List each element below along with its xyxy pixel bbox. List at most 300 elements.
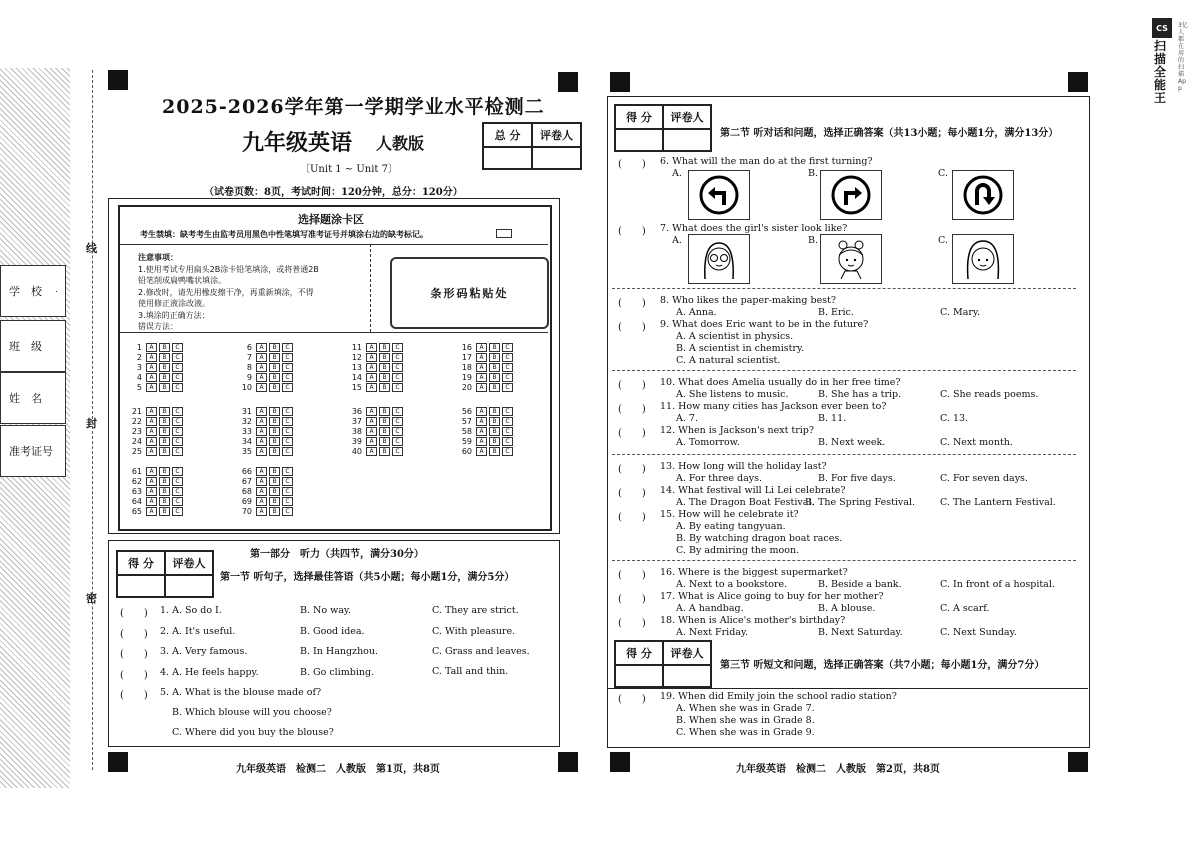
question-number: 11 [351, 342, 362, 352]
bubble-row [128, 496, 185, 506]
q11-option-a: A. 7. [676, 413, 698, 424]
bubble-block [348, 406, 405, 456]
answer-bubble[interactable]: C [282, 417, 293, 426]
q11-option-c: C. 13. [940, 413, 969, 424]
q8-option-b: B. Eric. [818, 307, 854, 318]
bubble-row [458, 362, 515, 372]
question-number: 20 [461, 382, 472, 392]
answer-bubble[interactable]: C [282, 343, 293, 352]
question-number: 36 [351, 406, 362, 416]
girl-long-hair-icon [952, 234, 1014, 284]
q1-option-c: C. They are strict. [432, 605, 519, 616]
q14-option-a: A. The Dragon Boat Festival. [676, 497, 815, 508]
answer-bubble[interactable]: C [502, 427, 513, 436]
bubble-row [458, 426, 515, 436]
cut-line [92, 70, 93, 770]
answer-bubble[interactable]: C [172, 363, 183, 372]
seal-line-mark: 封 [86, 417, 97, 430]
exam-info: （试卷页数：8页，考试时间：120分钟，总分：120分） [204, 187, 463, 198]
section1-title: 第一节 听句子，选择最佳答语（共5小题；每小题1分，满分5分） [220, 572, 515, 583]
answer-bubble[interactable]: C [392, 383, 403, 392]
bubble-row [348, 446, 405, 456]
answer-bubble[interactable]: B [269, 373, 280, 382]
answer-bubble[interactable]: C [172, 467, 183, 476]
answer-bubble[interactable]: B [379, 427, 390, 436]
registration-mark [1068, 72, 1088, 92]
answer-bubble[interactable]: C [282, 467, 293, 476]
answer-bubble[interactable]: C [172, 353, 183, 362]
answer-bubble[interactable]: B [489, 447, 500, 456]
answer-bubble[interactable]: A [146, 467, 157, 476]
q8-option-a: A. Anna. [676, 307, 717, 318]
answer-bubble[interactable]: C [392, 447, 403, 456]
answer-bubble[interactable]: C [392, 417, 403, 426]
answer-bubble[interactable]: C [502, 343, 513, 352]
bubble-row [458, 372, 515, 382]
bubble-row [128, 382, 185, 392]
answer-bubble[interactable]: B [269, 487, 280, 496]
answer-bubble[interactable]: B [489, 437, 500, 446]
answer-bubble[interactable]: A [146, 477, 157, 486]
answer-bubble[interactable]: B [159, 487, 170, 496]
answer-bubble[interactable]: A [256, 407, 267, 416]
answer-bubble[interactable]: B [269, 383, 280, 392]
answer-bubble[interactable]: A [146, 487, 157, 496]
turn-right-icon [820, 170, 882, 220]
answer-bubble[interactable]: C [502, 373, 513, 382]
answer-paren[interactable]: ( ) [618, 618, 646, 629]
absent-warning: 考生禁填：缺考考生由监考员用黑色中性笔填写准考证号并填涂右边的缺考标记。 [140, 229, 428, 239]
bubble-grid [128, 342, 538, 527]
answer-bubble[interactable]: C [172, 437, 183, 446]
q15-text: 15. How will he celebrate it? [660, 509, 799, 520]
bubble-block [348, 342, 405, 392]
registration-mark [558, 752, 578, 772]
answer-bubble[interactable]: C [172, 427, 183, 436]
answer-bubble[interactable]: B [379, 447, 390, 456]
answer-bubble[interactable]: C [282, 487, 293, 496]
answer-bubble[interactable]: C [172, 487, 183, 496]
girl-bun-icon [820, 234, 882, 284]
subject-title: 九年级英语 [242, 130, 353, 156]
question-number: 64 [131, 496, 142, 506]
part1-score-box: 得 分 评卷人 [116, 550, 214, 598]
answer-bubble[interactable]: A [256, 417, 267, 426]
answer-bubble[interactable]: B [489, 427, 500, 436]
answer-bubble[interactable]: A [256, 507, 267, 516]
answer-bubble[interactable]: C [392, 437, 403, 446]
bubble-row [128, 362, 185, 372]
ticket-field: 准考证号 [0, 425, 66, 477]
answer-bubble[interactable]: B [379, 343, 390, 352]
question-number: 4 [136, 372, 142, 382]
answer-bubble[interactable]: B [159, 363, 170, 372]
q7-label-b: B. [808, 235, 819, 246]
answer-paren[interactable]: ( ) [618, 159, 646, 170]
answer-bubble[interactable]: A [476, 383, 487, 392]
page1-footer: 九年级英语 检测二 人教版 第1页，共8页 [236, 764, 440, 775]
answer-bubble[interactable]: A [256, 467, 267, 476]
question-number: 16 [461, 342, 472, 352]
answer-bubble[interactable]: A [476, 407, 487, 416]
answer-bubble[interactable]: A [476, 437, 487, 446]
answer-bubble[interactable]: C [502, 407, 513, 416]
q9-option-b: B. A scientist in chemistry. [676, 343, 805, 354]
answer-paren[interactable]: ( ) [618, 570, 646, 581]
answer-bubble[interactable]: B [159, 383, 170, 392]
q19-text: 19. When did Emily join the school radio station? [660, 691, 897, 702]
answer-paren[interactable]: ( ) [618, 298, 646, 309]
answer-bubble[interactable]: A [366, 417, 377, 426]
answer-bubble[interactable]: B [489, 417, 500, 426]
q17-option-c: C. A scarf. [940, 603, 990, 614]
answer-bubble[interactable]: B [379, 373, 390, 382]
answer-bubble[interactable]: C [282, 353, 293, 362]
question-number: 15 [351, 382, 362, 392]
answer-bubble[interactable]: B [269, 407, 280, 416]
q11-option-b: B. 11. [818, 413, 847, 424]
answer-bubble[interactable]: C [282, 477, 293, 486]
answer-bubble[interactable]: C [282, 497, 293, 506]
bubble-row [238, 382, 295, 392]
u-turn-icon [952, 170, 1014, 220]
q19-option-a: A. When she was in Grade 7. [676, 703, 815, 714]
answer-bubble[interactable]: C [282, 507, 293, 516]
answer-bubble[interactable]: A [146, 353, 157, 362]
q18-option-c: C. Next Sunday. [940, 627, 1017, 638]
answer-bubble[interactable]: A [146, 407, 157, 416]
answer-bubble[interactable]: B [379, 417, 390, 426]
answer-bubble[interactable]: B [379, 353, 390, 362]
question-number: 7 [246, 352, 252, 362]
answer-bubble[interactable]: B [379, 437, 390, 446]
answer-bubble[interactable]: B [269, 477, 280, 486]
q10-text: 10. What does Amelia usually do in her free time? [660, 377, 901, 388]
answer-bubble[interactable]: C [392, 363, 403, 372]
answer-bubble[interactable]: A [366, 373, 377, 382]
total-score-box: 总 分 评卷人 [482, 122, 582, 170]
question-number: 67 [241, 476, 252, 486]
answer-bubble[interactable]: C [172, 407, 183, 416]
answer-bubble[interactable]: C [392, 353, 403, 362]
q15-option-a: A. By eating tangyuan. [676, 521, 786, 532]
answer-bubble[interactable]: B [489, 363, 500, 372]
q18-option-a: A. Next Friday. [676, 627, 749, 638]
seal-line-mark: 线 [86, 242, 97, 255]
bubble-row [458, 352, 515, 362]
q4-option-a: 4. A. He feels happy. [160, 667, 259, 678]
answer-bubble[interactable]: C [282, 447, 293, 456]
q12-option-a: A. Tomorrow. [676, 437, 740, 448]
q3-option-b: B. In Hangzhou. [300, 646, 379, 657]
answer-bubble[interactable]: B [269, 507, 280, 516]
answer-bubble[interactable]: C [282, 373, 293, 382]
answer-bubble[interactable]: A [146, 373, 157, 382]
answer-bubble[interactable]: B [159, 353, 170, 362]
answer-paren[interactable]: ( ) [120, 629, 148, 640]
bubble-row [238, 496, 295, 506]
bubble-row [458, 342, 515, 352]
bubble-row [238, 372, 295, 382]
bubble-row [458, 436, 515, 446]
q6-label-b: B. [808, 168, 819, 179]
q12-text: 12. When is Jackson's next trip? [660, 425, 814, 436]
answer-bubble[interactable]: A [476, 353, 487, 362]
answer-bubble[interactable]: A [256, 353, 267, 362]
answer-bubble[interactable]: A [256, 383, 267, 392]
question-number: 25 [131, 446, 142, 456]
answer-bubble[interactable]: C [282, 407, 293, 416]
answer-paren[interactable]: ( ) [618, 694, 646, 705]
answer-bubble[interactable]: A [256, 477, 267, 486]
bubble-row [348, 372, 405, 382]
answer-bubble[interactable]: C [172, 477, 183, 486]
answer-paren[interactable]: ( ) [618, 512, 646, 523]
question-number: 62 [131, 476, 142, 486]
answer-bubble[interactable]: A [256, 447, 267, 456]
answer-bubble[interactable]: B [379, 363, 390, 372]
registration-mark [108, 70, 128, 90]
question-number: 34 [241, 436, 252, 446]
answer-bubble[interactable]: C [172, 383, 183, 392]
answer-bubble[interactable]: A [476, 373, 487, 382]
answer-bubble[interactable]: B [159, 477, 170, 486]
answer-bubble[interactable]: B [269, 437, 280, 446]
answer-bubble[interactable]: A [146, 343, 157, 352]
answer-bubble[interactable]: A [146, 363, 157, 372]
q7-label-c: C. [938, 235, 948, 246]
section3-title: 第三节 听短文和问题，选择正确答案（共7小题；每小题1分，满分7分） [720, 660, 1045, 671]
answer-bubble[interactable]: A [366, 427, 377, 436]
answer-bubble[interactable]: C [502, 383, 513, 392]
part1-title: 第一部分 听力（共四节，满分30分） [250, 549, 424, 560]
answer-bubble[interactable]: C [282, 437, 293, 446]
question-number: 12 [351, 352, 362, 362]
answer-bubble[interactable]: B [489, 407, 500, 416]
answer-bubble[interactable]: C [502, 447, 513, 456]
answer-bubble[interactable]: B [269, 363, 280, 372]
question-number: 24 [131, 436, 142, 446]
answer-bubble[interactable]: C [172, 447, 183, 456]
answer-bubble[interactable]: C [172, 343, 183, 352]
answer-bubble[interactable]: A [256, 427, 267, 436]
q2-option-c: C. With pleasure. [432, 626, 516, 637]
answer-bubble[interactable]: B [159, 343, 170, 352]
q18-option-b: B. Next Saturday. [818, 627, 903, 638]
answer-bubble[interactable]: A [366, 363, 377, 372]
answer-bubble[interactable]: C [392, 373, 403, 382]
answer-paren[interactable]: ( ) [120, 608, 148, 619]
q17-option-a: A. A handbag. [676, 603, 744, 614]
q12-option-c: C. Next month. [940, 437, 1013, 448]
answer-bubble[interactable]: A [366, 437, 377, 446]
answer-bubble[interactable]: A [366, 407, 377, 416]
answer-bubble[interactable]: A [366, 353, 377, 362]
turn-left-icon [688, 170, 750, 220]
answer-bubble[interactable]: B [489, 373, 500, 382]
answer-bubble[interactable]: A [256, 437, 267, 446]
answer-bubble[interactable]: A [476, 427, 487, 436]
answer-bubble[interactable]: B [159, 437, 170, 446]
question-number: 19 [461, 372, 472, 382]
bubble-row [238, 476, 295, 486]
answer-bubble[interactable]: C [172, 497, 183, 506]
answer-paren[interactable]: ( ) [618, 594, 646, 605]
answer-bubble[interactable]: B [269, 343, 280, 352]
answer-bubble[interactable]: C [502, 437, 513, 446]
brand-name: 扫描全能王 [1154, 39, 1167, 105]
q17-text: 17. What is Alice going to buy for her mother? [660, 591, 884, 602]
barcode-area: 条形码粘贴处 [390, 257, 549, 329]
answer-bubble[interactable]: A [476, 447, 487, 456]
q9-text: 9. What does Eric want to be in the future? [660, 319, 869, 330]
answer-bubble[interactable]: B [159, 407, 170, 416]
divider [612, 370, 1076, 371]
q8-option-c: C. Mary. [940, 307, 981, 318]
registration-mark [1068, 752, 1088, 772]
question-number: 31 [241, 406, 252, 416]
notes: 注意事项： 1.使用考试专用扁头2B涂卡铅笔填涂，或将普通2B 铅笔削成扁鸭嘴状填涂。 2.修改时，请先用橡皮擦干净，再重新填涂，不得 使用修正液涂改液。 3.填涂的正确方法： 错误方法： [138, 253, 319, 331]
answer-paren[interactable]: ( ) [618, 488, 646, 499]
answer-bubble[interactable]: B [269, 417, 280, 426]
answer-bubble[interactable]: B [159, 447, 170, 456]
answer-bubble[interactable]: A [366, 383, 377, 392]
answer-bubble[interactable]: C [392, 343, 403, 352]
registration-mark [108, 752, 128, 772]
answer-bubble[interactable]: A [146, 507, 157, 516]
bubble-row [458, 416, 515, 426]
answer-bubble[interactable]: B [159, 507, 170, 516]
absent-mark-box[interactable] [496, 229, 512, 238]
question-number: 68 [241, 486, 252, 496]
answer-bubble[interactable]: A [256, 497, 267, 506]
q16-option-c: C. In front of a hospital. [940, 579, 1055, 590]
answer-paren[interactable]: ( ) [618, 226, 646, 237]
question-number: 56 [461, 406, 472, 416]
answer-bubble[interactable]: B [269, 427, 280, 436]
answer-paren[interactable]: ( ) [120, 690, 148, 701]
answer-bubble[interactable]: C [502, 353, 513, 362]
answer-bubble[interactable]: B [489, 383, 500, 392]
answer-bubble[interactable]: B [489, 353, 500, 362]
bubble-row [128, 446, 185, 456]
answer-bubble[interactable]: A [476, 343, 487, 352]
answer-bubble[interactable]: A [146, 383, 157, 392]
q17-option-b: B. A blouse. [818, 603, 876, 614]
answer-paren[interactable]: ( ) [618, 464, 646, 475]
bubble-row [128, 506, 185, 516]
answer-bubble[interactable]: C [502, 363, 513, 372]
q6-label-c: C. [938, 168, 948, 179]
answer-bubble[interactable]: B [159, 467, 170, 476]
question-number: 38 [351, 426, 362, 436]
answer-bubble[interactable]: C [502, 417, 513, 426]
question-number: 40 [351, 446, 362, 456]
question-number: 61 [131, 466, 142, 476]
bubble-row [348, 426, 405, 436]
q6-label-a: A. [672, 168, 682, 179]
answer-bubble[interactable]: A [256, 363, 267, 372]
q6-text: 6. What will the man do at the first turning? [660, 156, 873, 167]
answer-bubble[interactable]: A [256, 373, 267, 382]
answer-paren[interactable]: ( ) [618, 322, 646, 333]
answer-bubble[interactable]: A [476, 417, 487, 426]
bubble-row [238, 416, 295, 426]
answer-bubble[interactable]: C [392, 407, 403, 416]
answer-bubble[interactable]: C [172, 373, 183, 382]
bubble-row [238, 406, 295, 416]
answer-bubble[interactable]: B [379, 383, 390, 392]
answer-bubble[interactable]: B [269, 447, 280, 456]
answer-bubble[interactable]: A [256, 343, 267, 352]
answer-bubble[interactable]: B [269, 467, 280, 476]
answer-paren[interactable]: ( ) [120, 670, 148, 681]
answer-bubble[interactable]: B [269, 353, 280, 362]
answer-bubble[interactable]: B [159, 417, 170, 426]
answer-bubble[interactable]: B [159, 373, 170, 382]
q11-text: 11. How many cities has Jackson ever been to? [660, 401, 887, 412]
answer-bubble[interactable]: C [172, 507, 183, 516]
answer-bubble[interactable]: A [146, 417, 157, 426]
question-number: 23 [131, 426, 142, 436]
answer-bubble[interactable]: C [172, 417, 183, 426]
bubble-row [348, 406, 405, 416]
answer-bubble[interactable]: A [146, 427, 157, 436]
answer-bubble[interactable]: C [282, 427, 293, 436]
bubble-block [238, 406, 295, 456]
q5-option-a: 5. A. What is the blouse made of? [160, 687, 322, 698]
answer-paren[interactable]: ( ) [618, 428, 646, 439]
q19-option-b: B. When she was in Grade 8. [676, 715, 815, 726]
bubble-row [128, 406, 185, 416]
q10-option-c: C. She reads poems. [940, 389, 1039, 400]
seal-line-mark: 密 [86, 592, 97, 605]
answer-bubble[interactable]: A [476, 363, 487, 372]
answer-bubble[interactable]: B [159, 427, 170, 436]
answer-bubble[interactable]: A [146, 497, 157, 506]
answer-bubble[interactable]: B [159, 497, 170, 506]
answer-bubble[interactable]: A [256, 487, 267, 496]
question-number: 66 [241, 466, 252, 476]
question-number: 3 [136, 362, 142, 372]
answer-paren[interactable]: ( ) [618, 404, 646, 415]
answer-bubble[interactable]: B [489, 343, 500, 352]
question-number: 8 [246, 362, 252, 372]
answer-bubble[interactable]: B [269, 497, 280, 506]
divider [607, 688, 1088, 689]
answer-bubble[interactable]: A [366, 343, 377, 352]
answer-paren[interactable]: ( ) [618, 380, 646, 391]
question-number: 65 [131, 506, 142, 516]
answer-bubble[interactable]: C [282, 363, 293, 372]
question-number: 17 [461, 352, 472, 362]
registration-mark [558, 72, 578, 92]
answer-bubble[interactable]: A [146, 437, 157, 446]
section2-title: 第二节 听对话和问题，选择正确答案（共13小题；每小题1分，满分13分） [720, 128, 1059, 139]
answer-bubble[interactable]: A [366, 447, 377, 456]
question-number: 2 [136, 352, 142, 362]
bubble-row [348, 352, 405, 362]
answer-bubble[interactable]: B [379, 407, 390, 416]
divider [612, 288, 1076, 289]
answer-bubble[interactable]: C [392, 427, 403, 436]
answer-bubble[interactable]: A [146, 447, 157, 456]
q13-text: 13. How long will the holiday last? [660, 461, 827, 472]
q15-option-b: B. By watching dragon boat races. [676, 533, 843, 544]
answer-card-title: 选择题涂卡区 [298, 213, 364, 226]
answer-paren[interactable]: ( ) [120, 649, 148, 660]
answer-bubble[interactable]: C [282, 383, 293, 392]
